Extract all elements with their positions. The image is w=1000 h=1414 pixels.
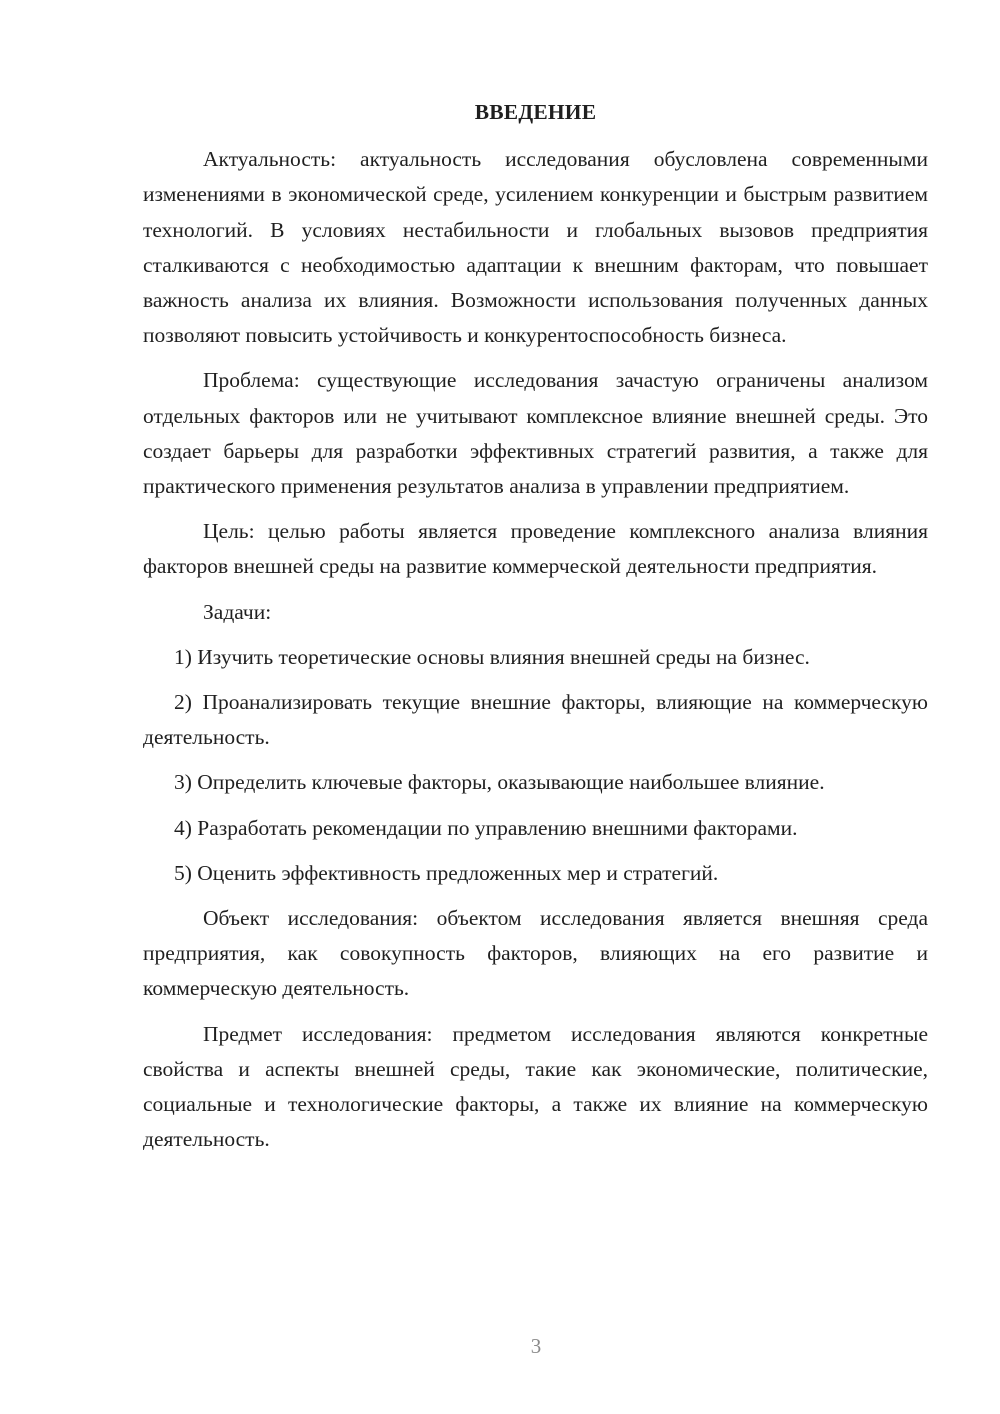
section-heading: ВВЕДЕНИЕ xyxy=(474,100,597,124)
object-paragraph: Объект исследования: объектом исследования является внешняя среда предприятия, как совокупность факторов, влияющих на его развитие и коммерческую деятельность. xyxy=(143,906,928,1001)
task-item-5: 5) Оценить эффективность предложенных мер и стратегий. xyxy=(174,860,719,885)
task-item-4: 4) Разработать рекомендации по управлению внешними факторами. xyxy=(174,815,798,840)
page-number: 3 xyxy=(530,1334,542,1358)
goal-paragraph: Цель: целью работы является проведение комплексного анализа влияния факторов внешней среды на развитие коммерческой деятельности предприятия. xyxy=(143,519,928,579)
problem-paragraph: Проблема: существующие исследования зачастую ограничены анализом отдельных факторов или не учитывают комплексное влияние внешней среды. Это создает барьеры для разработки эффективных стратегий развития, а также для практического применения результатов анализа в управлении предприятием. xyxy=(143,368,928,499)
relevance-paragraph: Актуальность: актуальность исследования обусловлена современными изменениями в экономической среде, усилением конкуренции и быстрым развитием технологий. В условиях нестабильности и глобальных вызовов предприятия сталкиваются с необходимостью адаптации к внешним факторам, что повышает важность анализа их влияния. Возможности использования полученных данных позволяют повысить устойчивость и конкурентоспособность бизнеса. xyxy=(143,147,928,348)
subject-paragraph: Предмет исследования: предметом исследования являются конкретные свойства и аспекты внешней среды, такие как экономические, политические, социальные и технологические факторы, а также их влияние на коммерческую деятельность. xyxy=(143,1021,928,1152)
task-item-1: 1) Изучить теоретические основы влияния внешней среды на бизнес. xyxy=(174,644,810,669)
task-item-3: 3) Определить ключевые факторы, оказывающие наибольшее влияние. xyxy=(174,770,825,795)
task-item-2: 2) Проанализировать текущие внешние факторы, влияющие на коммерческую деятельность. xyxy=(143,690,928,750)
page-content xyxy=(143,95,928,1167)
tasks-heading: Задачи: xyxy=(203,599,272,624)
